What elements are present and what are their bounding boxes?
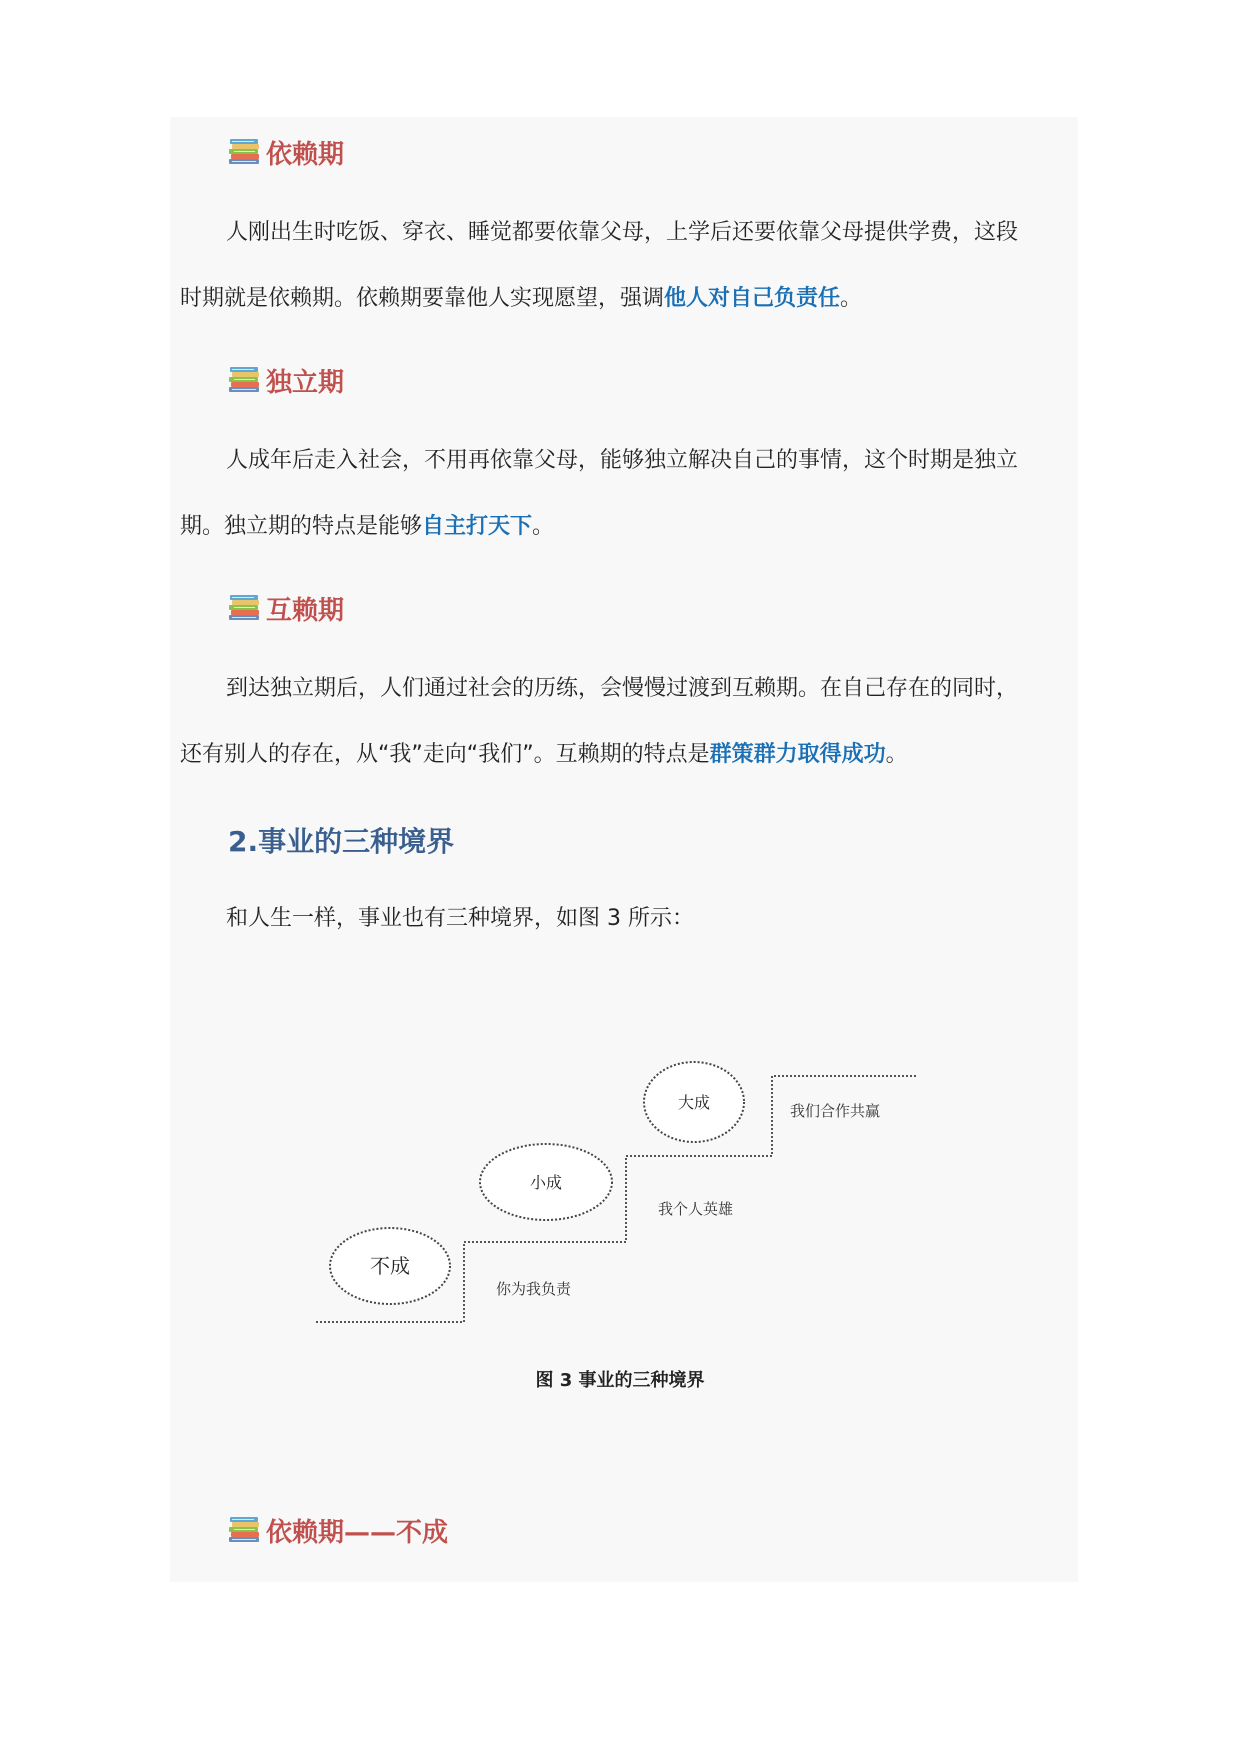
paragraph-line: [180, 722, 1068, 788]
text-segment: 期。独立期的特点是能够: [180, 514, 423, 539]
paragraph: [180, 428, 1068, 560]
section-heading-2: 2.事业的三种境界: [228, 825, 455, 858]
highlight-text: 自主打天下: [422, 514, 533, 539]
section-title: 独立期: [266, 367, 345, 398]
book-stack-icon: [228, 593, 262, 623]
paragraph: [180, 886, 1068, 952]
section-title: 依赖期: [266, 139, 345, 170]
section-heading: [228, 132, 344, 172]
stage-note: 你为我负责: [496, 1280, 572, 1298]
paragraph-line: 和人生一样，事业也有三种境界，如图 3 所示：: [226, 906, 694, 931]
paragraph: [180, 200, 1068, 332]
highlight-text: 他人对自己负责任: [664, 286, 841, 311]
paragraph-line: [180, 266, 1068, 332]
book-stack-icon: [228, 137, 262, 167]
section-heading: [228, 360, 344, 400]
book-stack-icon: [228, 1515, 262, 1545]
paragraph: [180, 656, 1068, 788]
text-segment: 。: [885, 742, 908, 767]
text-segment: 。: [840, 286, 863, 311]
stage-note: 我们合作共赢: [790, 1102, 881, 1120]
stage-circle-label: 大成: [677, 1093, 711, 1112]
section-heading: [228, 588, 344, 628]
section-title: 依赖期——不成: [266, 1517, 449, 1548]
paragraph-line: 人刚出生时吃饭、穿衣、睡觉都要依靠父母，上学后还要依靠父母提供学费，这段: [226, 220, 1019, 245]
text-segment: 。: [532, 514, 555, 539]
figure-caption: 图 3 事业的三种境界: [535, 1370, 705, 1391]
paragraph-line: 到达独立期后，人们通过社会的历练，会慢慢过渡到互赖期。在自己存在的同时，: [226, 676, 1019, 701]
stage-note: 我个人英雄: [658, 1200, 734, 1218]
section-title: 互赖期: [266, 595, 345, 626]
book-stack-icon: [228, 365, 262, 395]
paragraph-line: [180, 494, 1068, 560]
text-segment: 还有别人的存在，从“我”走向“我们”。互赖期的特点是: [180, 742, 710, 767]
text-segment: 时期就是依赖期。依赖期要靠他人实现愿望，强调: [180, 286, 665, 311]
career-stages-figure: [310, 1050, 930, 1340]
paragraph-line: 人成年后走入社会，不用再依靠父母，能够独立解决自己的事情，这个时期是独立: [226, 448, 1019, 473]
stage-circle-label: 不成: [370, 1254, 410, 1278]
section-heading: [228, 1510, 448, 1550]
stage-circle-label: 小成: [529, 1173, 563, 1192]
highlight-text: 群策群力取得成功: [709, 742, 886, 767]
